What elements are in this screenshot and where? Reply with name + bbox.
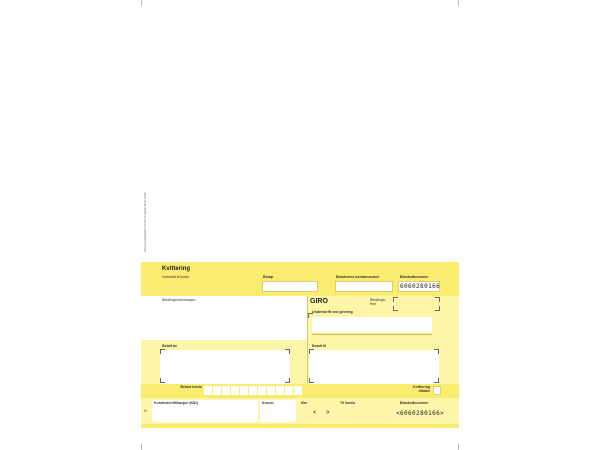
blankett-label: Blankettnummer [400, 275, 429, 279]
payment-info-area[interactable] [141, 296, 307, 340]
section-divider [307, 296, 308, 384]
amount-label: Beløp [263, 275, 273, 279]
debit-cell-7[interactable] [258, 386, 266, 395]
debit-cell-10[interactable] [285, 386, 293, 395]
receipt-paid-to-label: Innbetalt til konto [162, 275, 190, 279]
payment-info-label: Betalingsinformasjon [162, 298, 196, 302]
row-mark: H [144, 409, 147, 413]
receipt-returned-box[interactable] [433, 386, 441, 395]
due-date-label: Betalings- frist [370, 298, 386, 306]
paid-to-corner-br [434, 378, 439, 383]
due-date-corner-br [435, 306, 440, 311]
debit-cell-4[interactable] [231, 386, 239, 395]
paid-by-label: Betalt av [162, 344, 177, 348]
receipt-returned-label: Kvittering tilbake [413, 385, 430, 393]
amount-left-arrow: < [313, 410, 317, 416]
kroner-label: Kroner [262, 401, 274, 405]
paid-to-corner-tl [309, 349, 314, 354]
paid-by-corner-bl [160, 378, 165, 383]
paid-by-corner-br [285, 378, 290, 383]
crop-mark-bottom-left [141, 444, 142, 450]
to-account-label: Til konto [340, 401, 355, 405]
bottom-edge-strip [141, 424, 459, 428]
paid-by-corner-tl [160, 349, 165, 354]
kid-label: Kundeidentifikasjon (KID) [154, 401, 198, 405]
paid-by-area[interactable] [160, 350, 290, 384]
payer-account-label: Betalerens kontonummer [336, 275, 380, 279]
giro-title: GIRO [310, 298, 328, 305]
crop-mark-top-left [141, 0, 142, 6]
publisher-side-text: Etisa Innlogningsbok til FRS AS Sjalvfo Boros 25/25 [144, 192, 147, 252]
crop-mark-bottom-right [458, 444, 459, 450]
ocr-number: <6060280166> [396, 410, 445, 417]
paid-to-area[interactable] [309, 350, 439, 384]
debit-cell-1[interactable] [204, 386, 212, 395]
due-date-corner-tr [435, 297, 440, 302]
payer-account-box[interactable] [335, 281, 393, 292]
debit-cell-11[interactable] [294, 386, 302, 395]
blankett-number: 6060280166 [400, 283, 441, 290]
debit-cell-3[interactable] [222, 386, 230, 395]
debit-account-label: Belast konto [180, 385, 202, 389]
signature-line [312, 334, 432, 335]
paid-to-corner-tr [434, 349, 439, 354]
amount-right-arrow: > [326, 410, 330, 416]
amount-box[interactable] [262, 281, 318, 292]
debit-cell-6[interactable] [249, 386, 257, 395]
crop-mark-top-right [458, 0, 459, 6]
debit-cell-8[interactable] [267, 386, 275, 395]
paid-to-label: Betalt til [312, 344, 327, 348]
bottom-blankett-label: Blankettnummer [400, 401, 429, 405]
debit-cell-2[interactable] [213, 386, 221, 395]
debit-cell-5[interactable] [240, 386, 248, 395]
due-date-corner-bl [393, 306, 398, 311]
debit-cell-9[interactable] [276, 386, 284, 395]
signature-label: Underskrift ved girering [312, 310, 353, 314]
due-date-corner-tl [393, 297, 398, 302]
signature-field[interactable] [312, 317, 432, 333]
paid-by-corner-tr [285, 349, 290, 354]
receipt-title: Kvittering [162, 266, 191, 272]
ore-label: Øre [301, 401, 308, 405]
paid-to-corner-bl [309, 378, 314, 383]
